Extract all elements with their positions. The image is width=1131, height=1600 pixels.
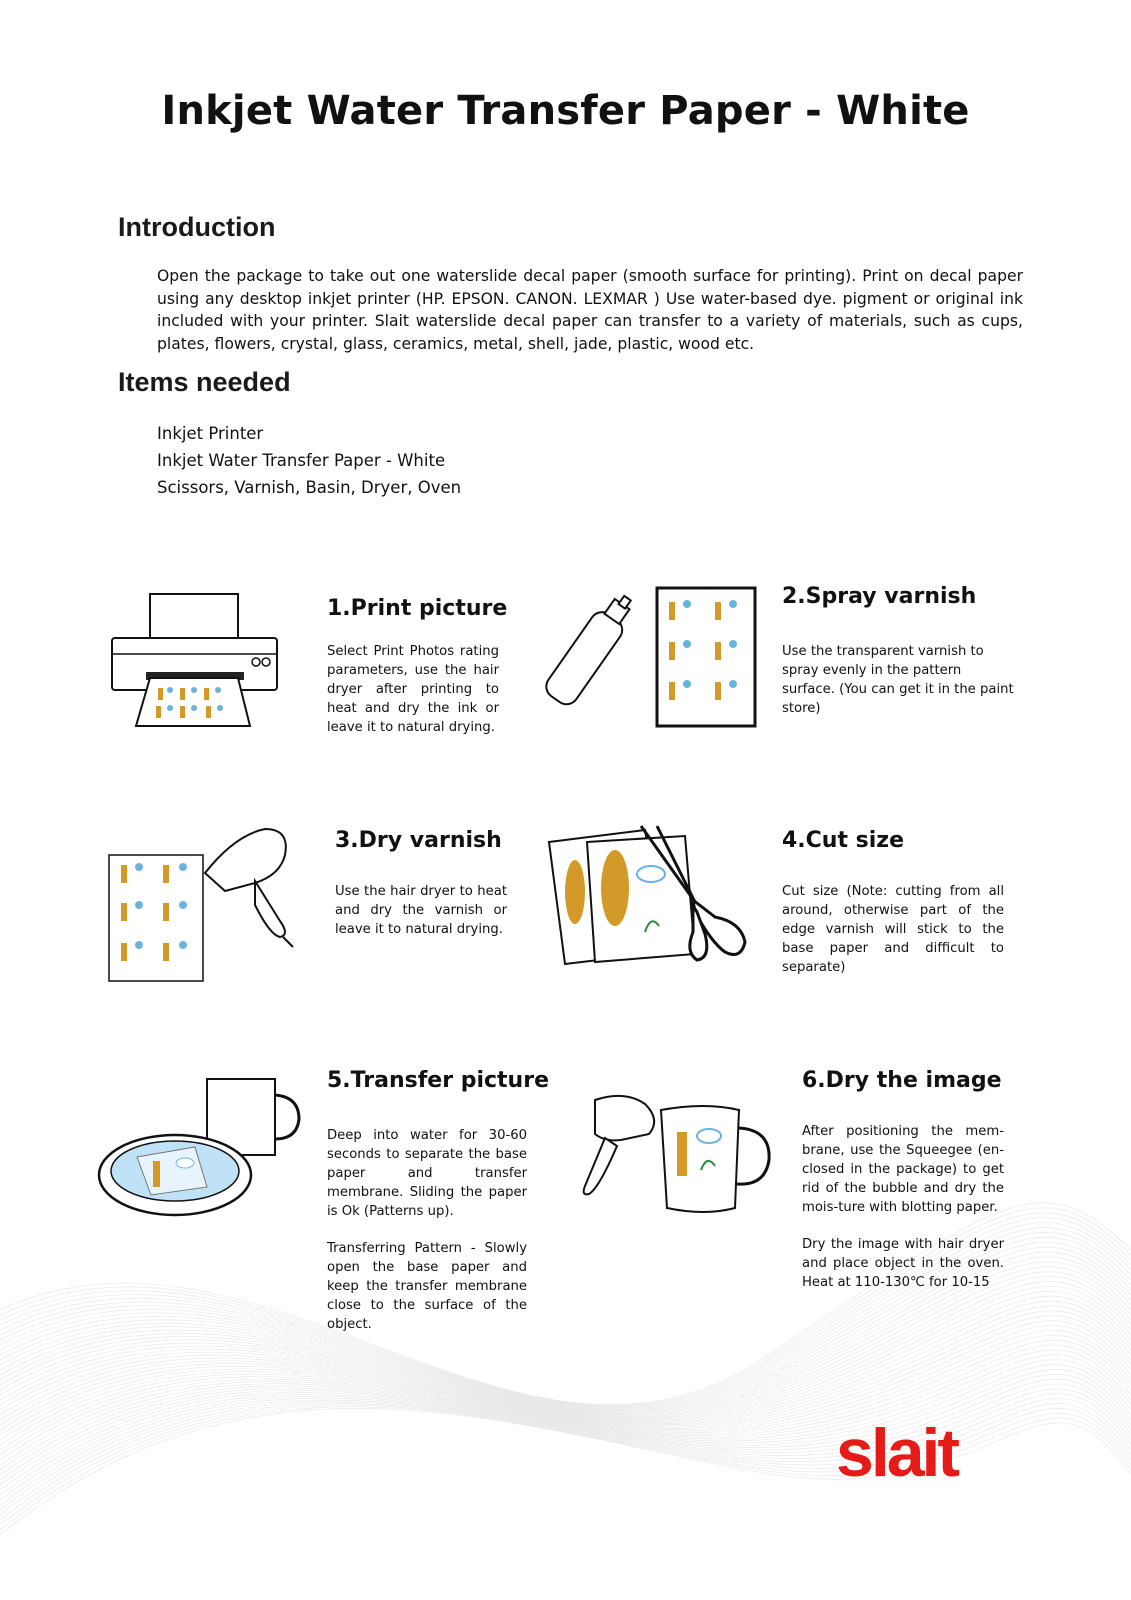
page-title: Inkjet Water Transfer Paper - White — [161, 88, 970, 134]
step-6-paragraph-1: After positioning the mem-brane, use the Squeegee (en-closed in the package) to get rid of the bubble and dry the mois-ture with blotting paper. — [802, 1124, 1004, 1215]
step-5-paragraph-1: Deep into water for 30-60 seconds to separate the base paper and transfer membrane. Sliding the paper is Ok (Patterns up). — [327, 1128, 527, 1219]
items-needed-heading: Items needed — [118, 367, 291, 397]
wave-line — [0, 1369, 1131, 1480]
step-6-paragraph-2: Dry the image with hair dryer and place object in the oven. Heat at 110-130℃ for 10-15 — [802, 1237, 1004, 1290]
step-3-title: 3.Dry varnish — [335, 828, 502, 853]
list-item: Inkjet Water Transfer Paper - White — [157, 451, 446, 470]
spray-can-icon — [545, 580, 760, 730]
step-4-paragraph: Cut size (Note: cutting from all around, otherwise part of the edge varnish will stick to the base paper and difficult to separate) — [782, 884, 1004, 975]
step-1-paragraph: Select Print Photos rating parameters, use the hair dryer after printing to heat and dry the ink or leave it to natural drying. — [327, 644, 499, 735]
introduction-body: Open the package to take out one waterslide decal paper (smooth surface for printing). Print on decal paper using any desktop inkjet printer (HP. EPSON. CANON. LEXMAR ) Use water-based dye. pigment or original ink included with your printer. Slait waterslide decal paper can transfer to a variety of materials, such as cups, plates, flowers, crystal, glass, ceramics, metal, shell, jade, plastic, wood etc. — [157, 267, 1023, 353]
step-3-text — [335, 882, 507, 957]
wave-line — [0, 1408, 1131, 1535]
step-6-title: 6.Dry the image — [802, 1068, 1002, 1093]
step-5-paragraph-2: Transferring Pattern - Slowly open the base paper and keep the transfer membrane close to the surface of the object. — [327, 1241, 527, 1332]
step-2-title: 2.Spray varnish — [782, 584, 977, 609]
wave-line — [0, 1311, 1131, 1426]
step-5-text — [327, 1126, 527, 1352]
slait-logo: slait — [836, 1415, 958, 1491]
items-needed-list — [157, 420, 461, 501]
wave-line — [0, 1384, 1131, 1495]
wave-line — [0, 1379, 1131, 1490]
scissors-icon — [545, 822, 765, 972]
step-3-paragraph: Use the hair dryer to heat and dry the varnish or leave it to natural drying. — [335, 884, 507, 937]
step-2-paragraph: Use the transparent varnish to spray evenly in the pattern surface. (You can get it in the paint store) — [782, 644, 1014, 716]
step-1-title: 1.Print picture — [327, 596, 508, 621]
step-2-text — [782, 642, 1014, 736]
step-4-text — [782, 882, 1004, 995]
printer-icon — [108, 590, 283, 730]
step-1-text — [327, 642, 499, 755]
hair-dryer-icon — [105, 825, 310, 985]
water-bowl-icon — [95, 1075, 305, 1225]
step-4-title: 4.Cut size — [782, 828, 905, 853]
step-5-title: 5.Transfer picture — [327, 1068, 549, 1093]
list-item: Inkjet Printer — [157, 424, 264, 443]
step-6-text — [802, 1122, 1004, 1310]
mug-dryer-icon — [565, 1090, 785, 1220]
wave-line — [0, 1404, 1131, 1520]
introduction-heading: Introduction — [118, 212, 276, 242]
list-item: Scissors, Varnish, Basin, Dryer, Oven — [157, 478, 462, 497]
